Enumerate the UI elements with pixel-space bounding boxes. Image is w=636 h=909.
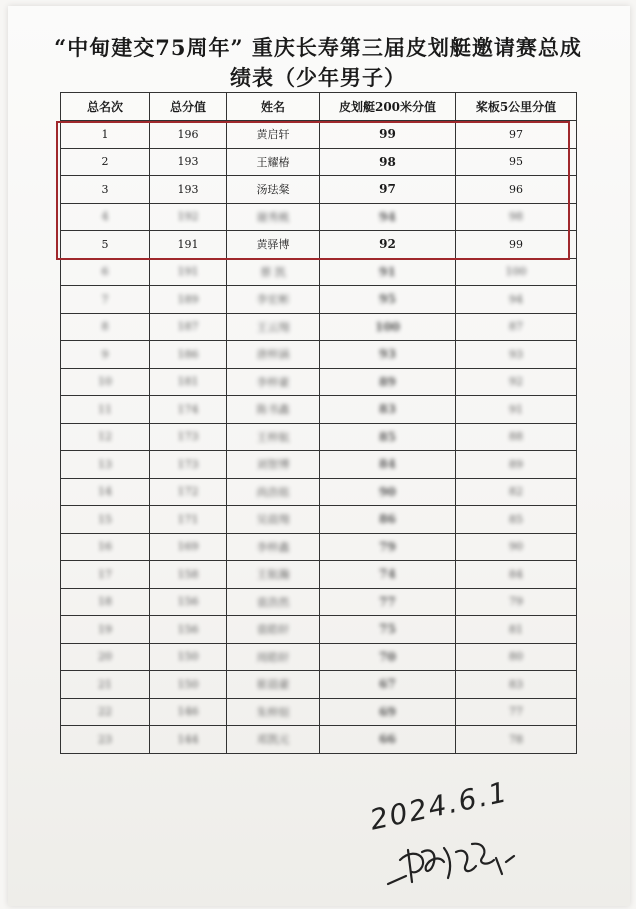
table-row — [61, 121, 577, 149]
cell-paddleboard-score-value: 88 — [509, 430, 523, 444]
cell-total — [150, 121, 227, 149]
cell-name-value: 蔡 凯 — [260, 265, 286, 279]
cell-paddleboard-score — [456, 121, 577, 149]
cell-paddleboard-score-value: 78 — [509, 732, 523, 746]
cell-name — [227, 231, 320, 259]
cell-total — [150, 258, 227, 286]
cell-rank — [61, 671, 150, 699]
cell-total — [150, 148, 227, 176]
cell-name-value: 刘智博 — [256, 458, 290, 472]
cell-rank-value: 3 — [101, 182, 109, 196]
cell-kayak-score-value: 85 — [379, 429, 396, 444]
cell-paddleboard-score-value: 84 — [509, 567, 523, 581]
cell-rank — [61, 698, 150, 726]
cell-kayak-score-value: 70 — [379, 649, 396, 664]
cell-name — [227, 368, 320, 396]
cell-total-value: 156 — [177, 595, 199, 609]
cell-paddleboard-score — [456, 396, 577, 424]
cell-rank-value: 21 — [98, 677, 112, 691]
cell-kayak-score — [320, 203, 456, 231]
cell-kayak-score — [320, 478, 456, 506]
cell-name-value: 袁皓轩 — [256, 623, 290, 637]
cell-paddleboard-score — [456, 643, 577, 671]
cell-paddleboard-score — [456, 451, 577, 479]
cell-name-value: 周皓轩 — [256, 650, 290, 664]
cell-paddleboard-score — [456, 478, 577, 506]
cell-total — [150, 176, 227, 204]
cell-total — [150, 231, 227, 259]
table-row — [61, 203, 577, 231]
cell-rank — [61, 506, 150, 534]
cell-kayak-score-value: 98 — [379, 154, 396, 169]
header-name: 姓名 — [227, 93, 320, 121]
cell-name-value: 王云翔 — [256, 320, 290, 334]
cell-rank-value: 13 — [98, 457, 112, 471]
cell-paddleboard-score — [456, 561, 577, 589]
cell-total-value: 187 — [177, 320, 199, 334]
cell-kayak-score — [320, 396, 456, 424]
cell-total-value: 196 — [177, 127, 199, 141]
cell-name-value: 崔晨豪 — [256, 678, 290, 692]
cell-kayak-score — [320, 148, 456, 176]
cell-name — [227, 671, 320, 699]
cell-paddleboard-score — [456, 231, 577, 259]
cell-rank — [61, 478, 150, 506]
cell-rank-value: 23 — [98, 732, 112, 746]
cell-paddleboard-score — [456, 148, 577, 176]
cell-kayak-score-value: 90 — [379, 484, 396, 499]
cell-name-value: 袁浩然 — [256, 595, 290, 609]
cell-rank-value: 15 — [98, 512, 112, 526]
cell-total — [150, 643, 227, 671]
cell-paddleboard-score-value: 93 — [509, 347, 523, 361]
cell-kayak-score-value: 97 — [379, 182, 396, 197]
cell-paddleboard-score — [456, 423, 577, 451]
cell-total-value: 193 — [177, 182, 199, 196]
cell-rank-value: 17 — [98, 567, 112, 581]
cell-kayak-score-value: 74 — [379, 567, 396, 582]
cell-total — [150, 341, 227, 369]
cell-paddleboard-score-value: 87 — [509, 320, 523, 334]
cell-total — [150, 726, 227, 754]
cell-kayak-score-value: 99 — [379, 127, 396, 142]
cell-name — [227, 176, 320, 204]
table-row — [61, 506, 577, 534]
cell-rank-value: 2 — [101, 155, 109, 169]
cell-total — [150, 203, 227, 231]
cell-kayak-score — [320, 423, 456, 451]
table-row — [61, 588, 577, 616]
cell-paddleboard-score-value: 83 — [509, 677, 523, 691]
cell-name — [227, 698, 320, 726]
cell-kayak-score — [320, 726, 456, 754]
cell-kayak-score-value: 95 — [379, 292, 396, 307]
cell-name — [227, 203, 320, 231]
cell-total-value: 191 — [177, 265, 199, 279]
cell-kayak-score — [320, 698, 456, 726]
cell-kayak-score — [320, 588, 456, 616]
cell-paddleboard-score-value: 99 — [509, 237, 523, 251]
cell-paddleboard-score-value: 79 — [509, 595, 523, 609]
cell-name-value: 王梓航 — [256, 430, 290, 444]
cell-kayak-score-value: 67 — [379, 677, 396, 692]
cell-name — [227, 258, 320, 286]
cell-rank-value: 4 — [101, 210, 109, 224]
cell-rank-value: 14 — [98, 485, 112, 499]
cell-name — [227, 643, 320, 671]
cell-paddleboard-score-value: 90 — [509, 540, 523, 554]
cell-name — [227, 616, 320, 644]
table-row — [61, 286, 577, 314]
cell-name-value: 黄启轩 — [256, 128, 290, 142]
cell-kayak-score — [320, 341, 456, 369]
cell-rank-value: 11 — [98, 402, 112, 416]
cell-paddleboard-score — [456, 671, 577, 699]
cell-kayak-score — [320, 451, 456, 479]
cell-paddleboard-score-value: 80 — [509, 650, 523, 664]
cell-paddleboard-score-value: 81 — [509, 622, 523, 636]
cell-total-value: 173 — [177, 430, 199, 444]
cell-kayak-score-value: 75 — [379, 622, 396, 637]
cell-name-value: 谢秀桃 — [256, 210, 290, 224]
document-title-line1: “中甸建交75周年” 重庆长寿第三届皮划艇邀请赛总成 — [54, 35, 582, 60]
table-row — [61, 561, 577, 589]
cell-total — [150, 368, 227, 396]
cell-kayak-score — [320, 533, 456, 561]
cell-paddleboard-score — [456, 341, 577, 369]
cell-total — [150, 561, 227, 589]
cell-total-value: 186 — [177, 347, 199, 361]
cell-total-value: 172 — [177, 485, 199, 499]
cell-kayak-score-value: 93 — [379, 347, 396, 362]
table-row — [61, 148, 577, 176]
cell-rank — [61, 121, 150, 149]
cell-total-value: 181 — [177, 375, 199, 389]
cell-name — [227, 286, 320, 314]
document-title-line2: 绩表（少年男子） — [230, 65, 406, 90]
cell-paddleboard-score — [456, 533, 577, 561]
cell-rank-value: 8 — [101, 320, 109, 334]
cell-rank — [61, 258, 150, 286]
cell-kayak-score-value: 91 — [379, 264, 396, 279]
cell-name — [227, 341, 320, 369]
cell-total — [150, 506, 227, 534]
table-row — [61, 643, 577, 671]
header-rank: 总名次 — [61, 93, 150, 121]
cell-rank — [61, 451, 150, 479]
cell-paddleboard-score-value: 77 — [509, 705, 523, 719]
results-table — [60, 92, 577, 754]
cell-rank-value: 18 — [98, 595, 112, 609]
cell-name — [227, 313, 320, 341]
cell-total-value: 156 — [177, 622, 199, 636]
cell-name-value: 李梓鑫 — [256, 540, 290, 554]
table-row — [61, 368, 577, 396]
cell-name-value: 尚浩铭 — [256, 485, 290, 499]
cell-name-value: 李梓豪 — [256, 375, 290, 389]
cell-total-value: 150 — [177, 677, 199, 691]
cell-total — [150, 451, 227, 479]
cell-kayak-score-value: 92 — [379, 237, 396, 252]
cell-paddleboard-score — [456, 506, 577, 534]
cell-rank-value: 1 — [101, 127, 109, 141]
cell-kayak-score-value: 100 — [374, 319, 401, 334]
cell-name-value: 唐梓涵 — [256, 348, 290, 362]
cell-name-value: 黄驿博 — [256, 238, 290, 252]
cell-rank-value: 10 — [98, 375, 112, 389]
cell-name — [227, 396, 320, 424]
cell-paddleboard-score — [456, 616, 577, 644]
cell-kayak-score-value: 94 — [379, 209, 396, 224]
handwritten-signature — [378, 822, 528, 894]
cell-rank — [61, 726, 150, 754]
cell-paddleboard-score-value: 96 — [509, 182, 523, 196]
cell-total — [150, 671, 227, 699]
table-row — [61, 478, 577, 506]
cell-total — [150, 396, 227, 424]
cell-name-value: 朱梓烜 — [256, 705, 290, 719]
cell-rank — [61, 616, 150, 644]
cell-rank — [61, 588, 150, 616]
cell-total-value: 158 — [177, 567, 199, 581]
table-row — [61, 671, 577, 699]
table-row — [61, 313, 577, 341]
cell-name-value: 王航瀚 — [256, 568, 290, 582]
cell-name — [227, 451, 320, 479]
cell-paddleboard-score-value: 95 — [509, 155, 523, 169]
table-row — [61, 258, 577, 286]
cell-kayak-score-value: 79 — [379, 539, 396, 554]
cell-rank-value: 22 — [98, 705, 112, 719]
cell-total — [150, 616, 227, 644]
cell-name-value: 吴晨翔 — [256, 513, 290, 527]
cell-total-value: 171 — [177, 512, 199, 526]
table-row — [61, 616, 577, 644]
cell-rank-value: 16 — [98, 540, 112, 554]
cell-paddleboard-score — [456, 368, 577, 396]
cell-kayak-score — [320, 176, 456, 204]
cell-paddleboard-score-value: 97 — [509, 127, 523, 141]
cell-total-value: 169 — [177, 540, 199, 554]
cell-rank-value: 20 — [98, 650, 112, 664]
cell-total-value: 146 — [177, 705, 199, 719]
table-row — [61, 726, 577, 754]
cell-name-value: 邓凯元 — [256, 733, 290, 747]
cell-rank — [61, 286, 150, 314]
header-kayak-score: 皮划艇200米分值 — [320, 93, 456, 121]
cell-kayak-score — [320, 121, 456, 149]
cell-total-value: 191 — [177, 237, 199, 251]
cell-rank — [61, 561, 150, 589]
cell-total-value: 174 — [177, 402, 199, 416]
cell-rank — [61, 533, 150, 561]
handwritten-date: 2024.6.1 — [366, 775, 512, 837]
cell-rank — [61, 396, 150, 424]
cell-rank — [61, 148, 150, 176]
cell-kayak-score — [320, 258, 456, 286]
cell-kayak-score-value: 86 — [379, 512, 396, 527]
cell-paddleboard-score-value: 91 — [509, 402, 523, 416]
cell-total — [150, 698, 227, 726]
cell-rank — [61, 176, 150, 204]
cell-kayak-score — [320, 643, 456, 671]
cell-name — [227, 506, 320, 534]
cell-total — [150, 533, 227, 561]
cell-name — [227, 588, 320, 616]
cell-paddleboard-score-value: 82 — [509, 485, 523, 499]
cell-name — [227, 726, 320, 754]
cell-kayak-score-value: 66 — [379, 732, 396, 747]
cell-kayak-score-value: 89 — [379, 374, 396, 389]
cell-name — [227, 148, 320, 176]
cell-rank-value: 7 — [101, 292, 109, 306]
cell-name — [227, 561, 320, 589]
cell-name — [227, 121, 320, 149]
cell-paddleboard-score — [456, 286, 577, 314]
cell-total — [150, 478, 227, 506]
cell-name — [227, 533, 320, 561]
cell-total — [150, 313, 227, 341]
cell-kayak-score — [320, 616, 456, 644]
cell-rank-value: 6 — [101, 265, 109, 279]
cell-rank — [61, 203, 150, 231]
cell-kayak-score — [320, 313, 456, 341]
cell-total-value: 192 — [177, 210, 199, 224]
cell-total-value: 144 — [177, 732, 199, 746]
cell-kayak-score — [320, 561, 456, 589]
cell-kayak-score-value: 69 — [379, 704, 396, 719]
cell-kayak-score-value: 84 — [379, 457, 396, 472]
cell-name — [227, 478, 320, 506]
cell-paddleboard-score — [456, 698, 577, 726]
cell-paddleboard-score-value: 94 — [509, 292, 523, 306]
cell-name-value: 汤珐粲 — [256, 183, 290, 197]
cell-total — [150, 286, 227, 314]
cell-paddleboard-score — [456, 313, 577, 341]
cell-rank — [61, 423, 150, 451]
cell-paddleboard-score — [456, 203, 577, 231]
cell-kayak-score — [320, 506, 456, 534]
cell-paddleboard-score-value: 98 — [509, 210, 523, 224]
cell-kayak-score — [320, 231, 456, 259]
cell-kayak-score — [320, 368, 456, 396]
table-row — [61, 533, 577, 561]
header-paddleboard-score: 桨板5公里分值 — [456, 93, 577, 121]
cell-rank-value: 12 — [98, 430, 112, 444]
cell-name-value: 李宏彬 — [256, 293, 290, 307]
cell-kayak-score-value: 77 — [379, 594, 396, 609]
cell-name — [227, 423, 320, 451]
cell-kayak-score — [320, 671, 456, 699]
table-row — [61, 698, 577, 726]
cell-rank — [61, 231, 150, 259]
cell-rank — [61, 341, 150, 369]
cell-total-value: 189 — [177, 292, 199, 306]
table-header-row — [61, 93, 577, 121]
cell-rank — [61, 643, 150, 671]
cell-paddleboard-score-value: 89 — [509, 457, 523, 471]
cell-paddleboard-score — [456, 176, 577, 204]
cell-name-value: 陈书鑫 — [256, 403, 290, 417]
cell-kayak-score-value: 83 — [379, 402, 396, 417]
table-row — [61, 451, 577, 479]
cell-paddleboard-score — [456, 726, 577, 754]
cell-rank — [61, 368, 150, 396]
cell-paddleboard-score — [456, 258, 577, 286]
cell-name-value: 王耀椿 — [256, 155, 290, 169]
header-total: 总分值 — [150, 93, 227, 121]
cell-rank-value: 9 — [101, 347, 109, 361]
cell-total-value: 193 — [177, 155, 199, 169]
table-row — [61, 231, 577, 259]
cell-rank-value: 5 — [101, 237, 109, 251]
cell-total-value: 173 — [177, 457, 199, 471]
table-row — [61, 176, 577, 204]
cell-paddleboard-score-value: 100 — [505, 265, 527, 279]
cell-paddleboard-score — [456, 588, 577, 616]
table-row — [61, 423, 577, 451]
cell-paddleboard-score-value: 85 — [509, 512, 523, 526]
cell-kayak-score — [320, 286, 456, 314]
table-row — [61, 341, 577, 369]
cell-rank — [61, 313, 150, 341]
cell-total-value: 150 — [177, 650, 199, 664]
cell-rank-value: 19 — [98, 622, 112, 636]
table-row — [61, 396, 577, 424]
cell-paddleboard-score-value: 92 — [509, 375, 523, 389]
cell-total — [150, 588, 227, 616]
cell-total — [150, 423, 227, 451]
